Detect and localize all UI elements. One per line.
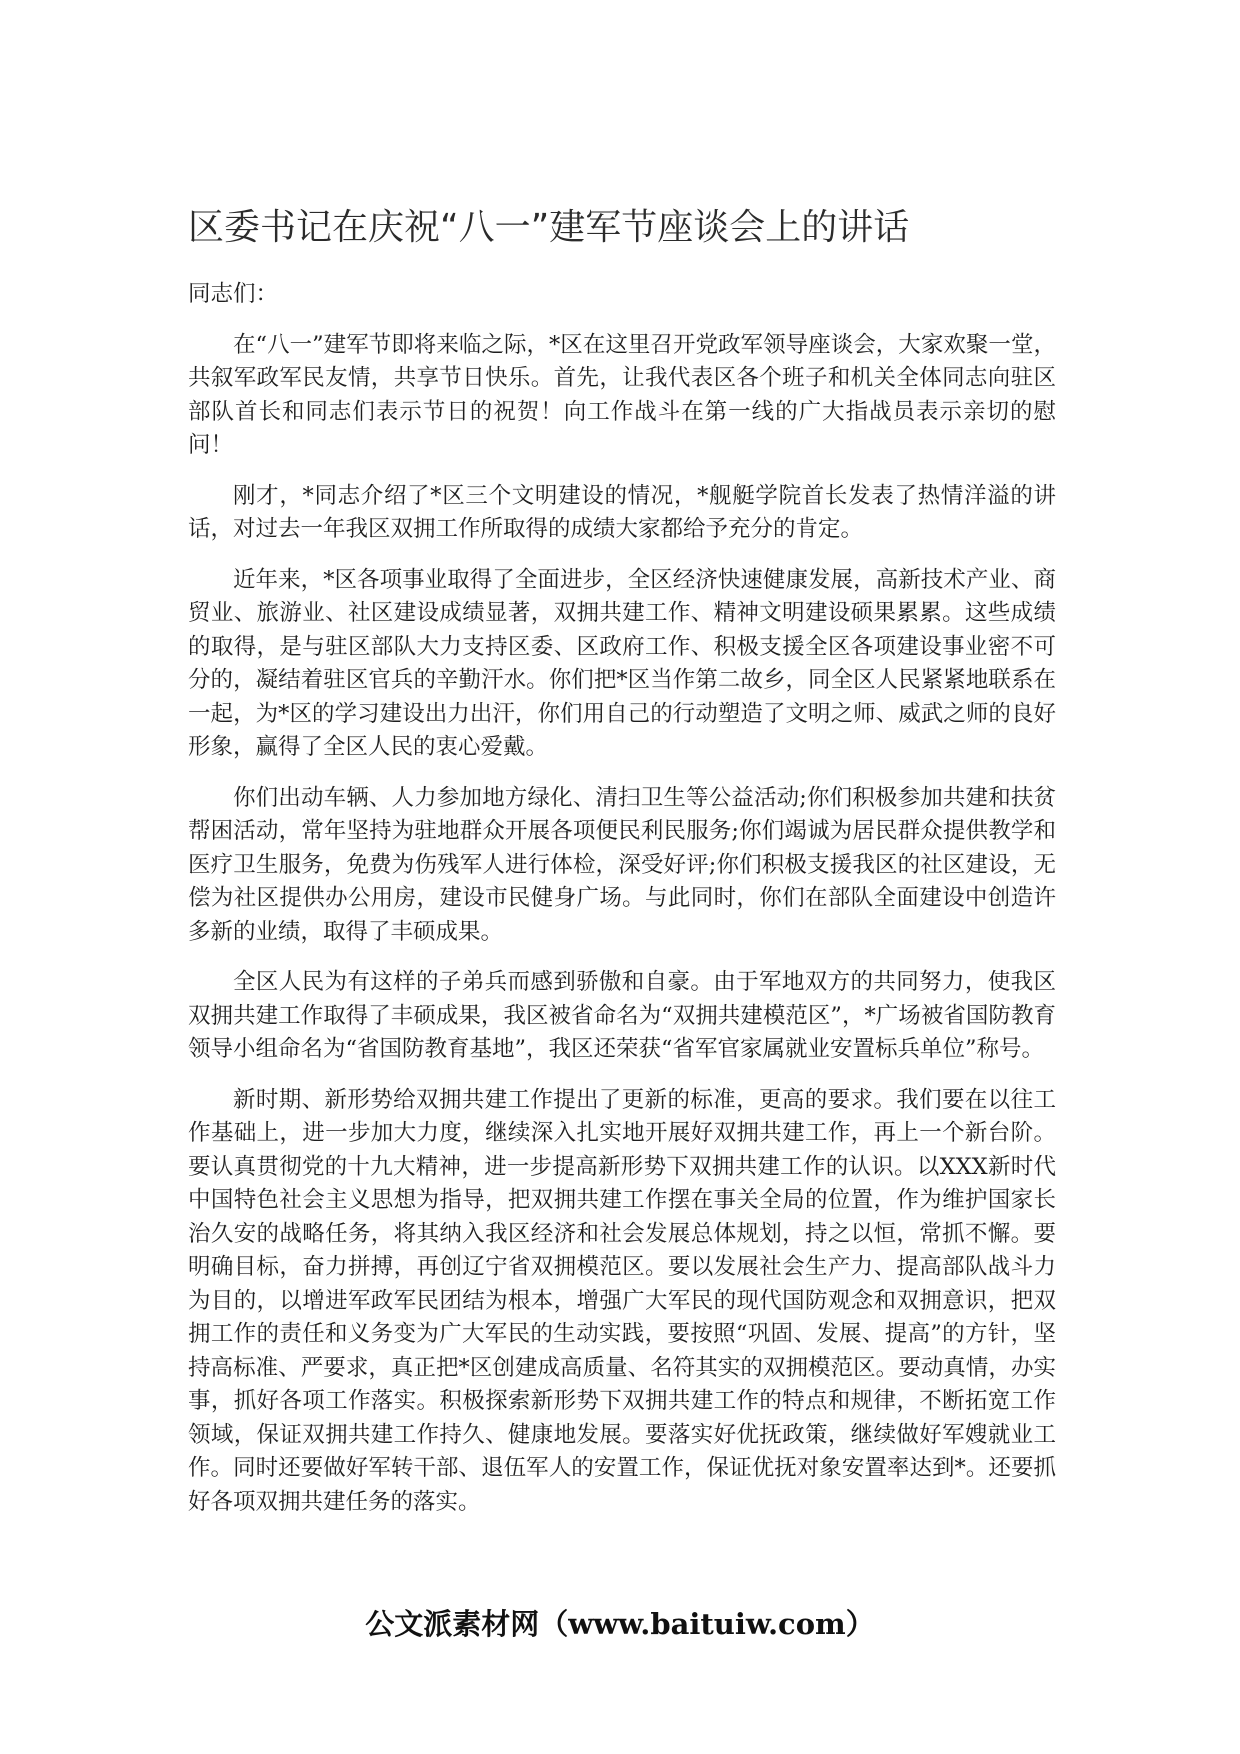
document-body xyxy=(188,278,1056,1536)
footer-source: 公文派素材网（www.baituiw.com） xyxy=(365,1607,875,1641)
paragraph-5: 全区人民为有这样的子弟兵而感到骄傲和自豪。由于军地双方的共同努力，使我区双拥共建工作取得了丰硕成果，我区被省命名为“双拥共建模范区”，*广场被省国防教育领导小组命名为“省国防教育基地”，我区还荣获“省军官家属就业安置标兵单位”称号。 xyxy=(188,969,1056,1062)
paragraph-3: 近年来，*区各项事业取得了全面进步，全区经济快速健康发展，高新技术产业、商贸业、旅游业、社区建设成绩显著，双拥共建工作、精神文明建设硕果累累。这些成绩的取得，是与驻区部队大力支持区委、区政府工作、积极支援全区各项建设事业密不可分的，凝结着驻区官兵的辛勤汗水。你们把*区当作第二故乡，同全区人民紧紧地联系在一起，为*区的学习建设出力出汗，你们用自己的行动塑造了文明之师、威武之师的良好形象，赢得了全区人民的衷心爱戴。 xyxy=(188,566,1056,760)
salutation: 同志们： xyxy=(188,281,279,307)
paragraph-4: 你们出动车辆、人力参加地方绿化、清扫卫生等公益活动;你们积极参加共建和扶贫帮困活动，常年坚持为驻地群众开展各项便民利民服务;你们竭诚为居民群众提供教学和医疗卫生服务，免费为伤残军人进行体检，深受好评;你们积极支援我区的社区建设，无偿为社区提供办公用房，建设市民健身广场。与此同时，你们在部队全面建设中创造许多新的业绩，取得了丰硕成果。 xyxy=(188,784,1056,945)
document-title: 区委书记在庆祝“八一”建军节座谈会上的讲话 xyxy=(188,207,910,248)
paragraph-1: 在“八一”建军节即将来临之际，*区在这里召开党政军领导座谈会，大家欢聚一堂，共叙军政军民友情，共享节日快乐。首先，让我代表区各个班子和机关全体同志向驻区部队首长和同志们表示节日的祝贺！向工作战斗在第一线的广大指战员表示亲切的慰问！ xyxy=(188,331,1056,458)
paragraph-6: 新时期、新形势给双拥共建工作提出了更新的标准，更高的要求。我们要在以往工作基础上，进一步加大力度，继续深入扎实地开展好双拥共建工作，再上一个新台阶。要认真贯彻党的十九大精神，进一步提高新形势下双拥共建工作的认识。以XXX新时代中国特色社会主义思想为指导，把双拥共建工作摆在事关全局的位置，作为维护国家长治久安的战略任务，将其纳入我区经济和社会发展总体规划，持之以恒，常抓不懈。要明确目标，奋力拼搏，再创辽宁省双拥模范区。要以发展社会生产力、提高部队战斗力为目的，以增进军政军民团结为根本，增强广大军民的现代国防观念和双拥意识，把双拥工作的责任和义务变为广大军民的生动实践，要按照“巩固、发展、提高”的方针，坚持高标准、严要求，真正把*区创建成高质量、名符其实的双拥模范区。要动真情，办实事，抓好各项工作落实。积极探索新形势下双拥共建工作的特点和规律，不断拓宽工作领域，保证双拥共建工作持久、健康地发展。要落实好优抚政策，继续做好军嫂就业工作。同时还要做好军转干部、退伍军人的安置工作，保证优抚对象安置率达到*。还要抓好各项双拥共建任务的落实。 xyxy=(188,1086,1056,1515)
paragraph-2: 刚才，*同志介绍了*区三个文明建设的情况，*舰艇学院首长发表了热情洋溢的讲话，对过去一年我区双拥工作所取得的成绩大家都给予充分的肯定。 xyxy=(188,482,1056,542)
